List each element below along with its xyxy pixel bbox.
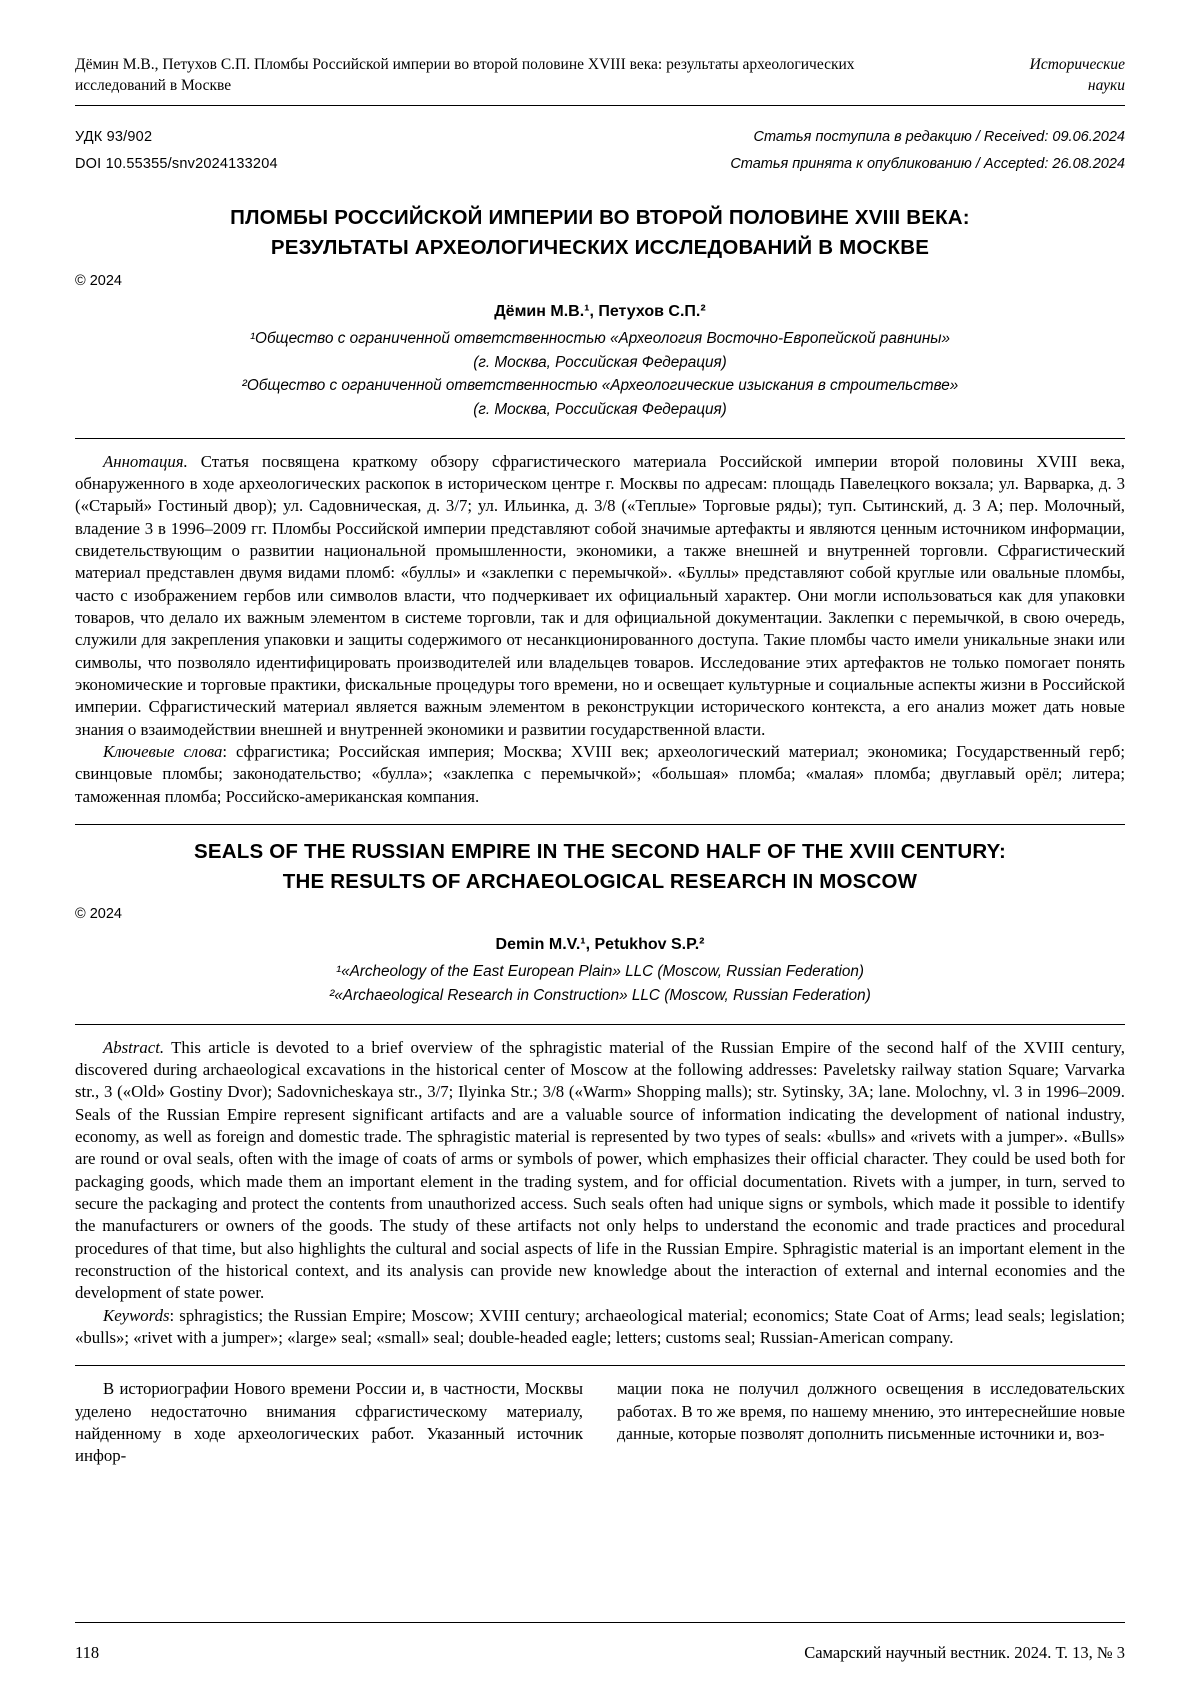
abstract-ru: [75, 451, 1125, 741]
body-columns: [75, 1378, 1125, 1467]
keywords-en: [75, 1305, 1125, 1350]
english-block: [75, 837, 1125, 1008]
affiliation-ru-2: ²Общество с ограниченной ответственностью «Археологические изыскания в строительстве»: [241, 377, 959, 395]
running-head-left: Дёмин М.В., Петухов С.П. Пломбы Российской империи во второй половине XVIII века: результаты археологических исследований в Москве: [75, 56, 855, 94]
meta-dates: [730, 124, 1125, 178]
keywords-ru: [75, 741, 1125, 808]
page-footer: [75, 1643, 1125, 1663]
body-paragraph-left: В историографии Нового времени России и, в частности, Москвы уделено недостаточно внимания сфрагистическому материалу, найденному в ходе археологических работ. Указанный источник инфор-: [75, 1379, 583, 1466]
udk-code: УДК 93/902: [75, 128, 153, 145]
abstract-divider-en: [75, 1024, 1125, 1025]
abstract-label-ru: Аннотация.: [103, 451, 188, 471]
page-title-ru: ПЛОМБЫ РОССИЙСКОЙ ИМПЕРИИ ВО ВТОРОЙ ПОЛОВИНЕ XVIII ВЕКА: РЕЗУЛЬТАТЫ АРХЕОЛОГИЧЕСКИХ ИССЛЕДОВАНИЙ В МОСКВЕ: [230, 206, 970, 260]
section-divider-en: [75, 824, 1125, 825]
footer-divider: [75, 1622, 1125, 1623]
keywords-label-ru: Ключевые слова: [103, 741, 223, 761]
article-meta: [75, 124, 1125, 178]
running-head: [75, 55, 1125, 97]
affiliation-en-2: ²«Archaeological Research in Construction» LLC (Moscow, Russian Federation): [329, 987, 871, 1005]
affiliation-ru-2-city: (г. Москва, Российская Федерация): [473, 401, 727, 419]
copyright-en: © 2024: [75, 906, 122, 923]
affiliation-ru-1: ¹Общество с ограниченной ответственностью «Археология Восточно-Европейской равнины»: [249, 329, 951, 347]
page-number: 118: [75, 1643, 100, 1662]
abstract-text-ru: Статья посвящена краткому обзору сфрагистического материала Российской империи второй половины XVIII века, обнаруженного в ходе археологических раскопок в историческом центре г. Москвы по адресам: площадь Павелецкого вокзала; ул. Варварка, д. 3 («Старый» Гостиный двор); ул. Садовническая, д. 3/7; ул. Ильинка, д. 3/8 («Теплые» Торговые ряды); туп. Сытинский, д. 3 А; пер. Молочный, владение 3 в 1996–2009 гг. Пломбы Российской империи представляют собой значимые артефакты и являются ценным источником информации, свидетельствующим о развитии национальной промышленности, экономики, а также внешней и внутренней торговли. Сфрагистический материал представлен двумя видами пломб: «буллы» и «заклепки с перемычкой». «Буллы» представляют собой круглые или овальные пломбы, часто с изображением гербов или символов власти, что подчеркивает их официальный характер. Они могли использоваться как для упаковки товаров, что делало их важным элементом в системе торговли, так и для официальной документации. Заклепки с перемычкой, в свою очередь, служили для закрепления упаковки и защиты содержимого от несанкционированного доступа. Такие пломбы часто имели уникальные знаки или символы, что позволяло идентифицировать производителей или владельцев товаров. Исследование этих артефактов не только помогает понять экономические и торговые практики, фискальные процедуры того времени, но и освещает культурные и социальные аспекты жизни в Российской империи. Сфрагистический материал является важным элементом в реконструкции исторического контекста, а его анализ может дать новые знания о взаимодействии внешней и внутренней экономики и развитии государственной власти.: [75, 451, 1125, 739]
doi-code: DOI 10.55355/snv2024133204: [75, 155, 278, 172]
abstract-divider-ru: [75, 438, 1125, 439]
copyright-ru: © 2024: [75, 272, 122, 289]
body-paragraph-right: мации пока не получил должного освещения в исследовательских работах. В то же время, по нашему мнению, это интереснейшие новые данные, которые позволят дополнить письменные источники и, воз-: [617, 1379, 1125, 1444]
keywords-label-en: Keywords: [103, 1305, 170, 1325]
journal-reference: Самарский научный вестник. 2024. Т. 13, № 3: [804, 1643, 1125, 1662]
authors-ru: Дёмин М.В.¹, Петухов С.П.²: [494, 302, 706, 320]
accepted-date: Статья принята к опубликованию / Accepted: 26.08.2024: [730, 155, 1125, 172]
abstract-label-en: Abstract.: [103, 1037, 165, 1057]
authors-en: Demin M.V.¹, Petukhov S.P.²: [495, 936, 705, 954]
header-divider: [75, 105, 1125, 106]
keywords-text-ru: : сфрагистика; Российская империя; Москва; XVIII век; археологический материал; экономика; Государственный герб; свинцовые пломбы; законодательство; «булла»; «заклепка с перемычкой»; «большая» пломба; «малая» пломба; двуглавый орёл; литера; таможенная пломба; Российско-американская компания.: [75, 741, 1125, 806]
abstract-text-en: This article is devoted to a brief overview of the sphragistic material of the Russian Empire of the second half of the XVIII century, discovered during archaeological excavations in the historical center of Moscow at the following addresses: Paveletsky railway station Square; Varvarka str., 3 («Old» Gostiny Dvor); Sadovnicheskaya str., 3/7; Ilyinka Str.; 3/8 («Warm» Shopping malls); str. Sytinsky, 3A; lane. Molochny, vl. 3 in 1996–2009. Seals of the Russian Empire represent significant artifacts and are a valuable source of information indicating the development of national industry, economy, as well as foreign and domestic trade. The sphragistic material is represented by two types of seals: «bulls» and «rivets with a jumper». «Bulls» are round or oval seals, often with the image of coats of arms or symbols of power, which emphasizes their official character. They could be used both for packaging goods, which made them an important element in the trading system, and for official documentation. Rivets with a jumper, in turn, served to secure the packaging and protect the contents from unauthorized access. Such seals often had unique signs or symbols, which made it possible to identify the manufacturers or owners of the goods. The study of these artifacts not only helps to understand the economic and trade practices and procedural procedures of that time, but also highlights the cultural and social aspects of life in the Russian Empire. Sphragistic material is an important element in the reconstruction of the historical context, and its analysis can provide new knowledge about the interaction of external and internal economies and the development of state power.: [75, 1037, 1125, 1303]
running-head-right: Исторические науки: [1029, 56, 1125, 94]
body-column-right: [617, 1378, 1125, 1467]
affiliation-ru-1-city: (г. Москва, Российская Федерация): [473, 353, 727, 371]
received-date: Статья поступила в редакцию / Received: 09.06.2024: [753, 128, 1125, 145]
body-column-left: [75, 1378, 583, 1467]
abstract-en: [75, 1037, 1125, 1305]
body-divider: [75, 1365, 1125, 1366]
affiliation-en-1: ¹«Archeology of the East European Plain» LLC (Moscow, Russian Federation): [335, 963, 865, 981]
keywords-text-en: : sphragistics; the Russian Empire; Moscow; XVIII century; archaeological material; economics; State Coat of Arms; lead seals; legislation; «bulls»; «rivet with a jumper»; «large» seal; «small» seal; double-headed eagle; letters; customs seal; Russian-American company.: [75, 1305, 1125, 1348]
meta-identifiers: [75, 124, 278, 178]
page-title-en: SEALS OF THE RUSSIAN EMPIRE IN THE SECOND HALF OF THE XVIII CENTURY: THE RESULTS OF ARCHAEOLOGICAL RESEARCH IN MOSCOW: [193, 839, 1006, 893]
